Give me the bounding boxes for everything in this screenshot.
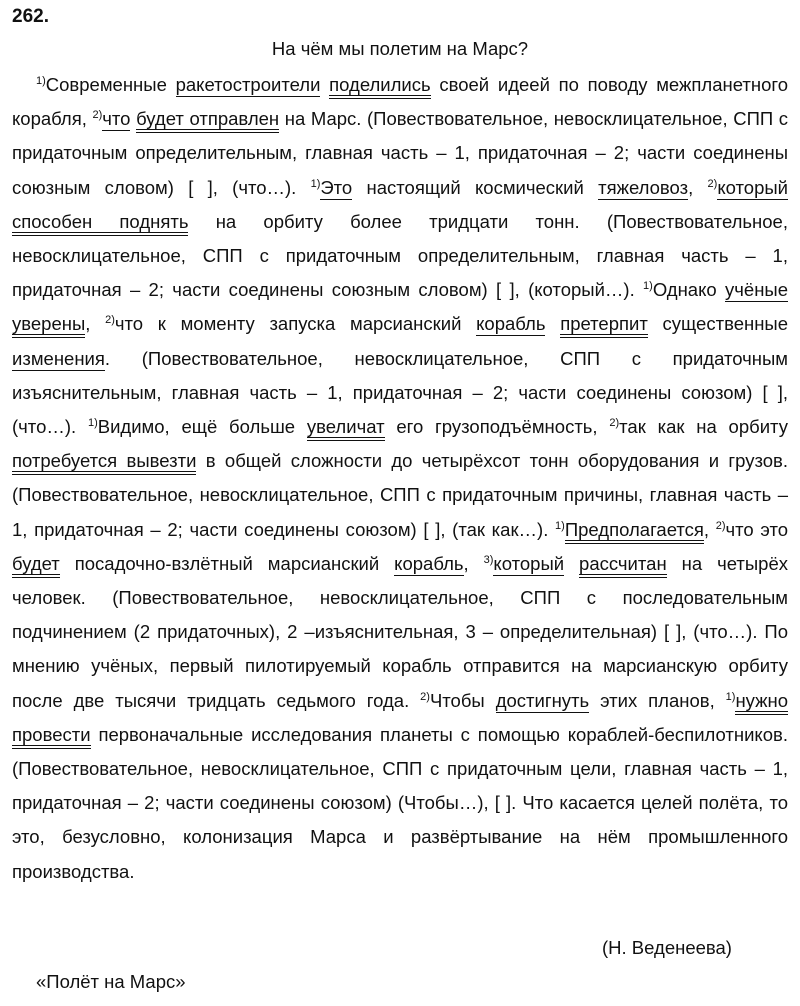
- text-run: на Марс. (Повествовательное, невосклицательное, СПП с придаточным определительным, главная часть – 1, придаточная – 2; части соединены союзным словом) [ ], (что…).: [12, 108, 789, 198]
- text-run: . (Повествовательное, невосклицательное, СПП с придаточным изъяснительным, главная часть – 1, придаточная – 2; части соединены союзом) [ ], (что…).: [12, 347, 788, 438]
- text-run: Видимо, ещё больше: [97, 416, 307, 438]
- clause-number: 2): [715, 519, 726, 532]
- text-run: первоначальные исследования планеты с помощью кораблей-беспилотников. (Повествовательное, невосклицательное, СПП с придаточным цели, главная часть – 1, придаточная – 2; части соединены союзом) (Чтобы…), [ ]. Что касается целей полёта, то это, безусловно, колонизация Марса и развёртывание на нём промышленного производства.: [12, 723, 788, 882]
- ending-caption: «Полёт на Марс»: [36, 971, 186, 992]
- text-run: этих планов,: [589, 689, 726, 711]
- clause-number: 1): [643, 280, 653, 293]
- text-run: на орбиту более тридцати тонн. (Повествовательное, невосклицательное, СПП с придаточным определительным, главная часть – 1, придаточная – 2; части соединены союзным словом) [ ], (который…).: [12, 210, 788, 301]
- text-run: что это: [725, 518, 788, 540]
- subject-underlined: изменения: [12, 347, 105, 369]
- clause-number: 2): [609, 417, 620, 430]
- clause-number: 1): [555, 519, 565, 532]
- clause-number: 1): [725, 690, 736, 703]
- clause-number: 2): [420, 690, 430, 703]
- author: (Н. Веденеева): [602, 937, 732, 958]
- clause-number: 3): [483, 553, 494, 566]
- text-run: Современные: [45, 74, 176, 95]
- exercise-number: 262.: [12, 6, 49, 27]
- predicate-underlined: увеличат: [307, 416, 385, 441]
- subject-underlined: корабль: [476, 313, 546, 335]
- text-run: [545, 313, 560, 334]
- text-run: в общей сложности до четырёхсот тонн оборудования и грузов. (Повествовательное, невосклицательное, СПП с придаточным причины, главная часть – 1, придаточная – 2; части соединены союзом) [ ], (так как…).: [12, 450, 788, 540]
- clause-number: 2): [105, 314, 115, 327]
- predicate-underlined: уверены: [12, 313, 85, 338]
- text-run: на четырёх человек. (Повествовательное, невосклицательное, СПП с последовательным подчинением (2 придаточных), 2 –изъяснительная, 3 – определительная) [ ], (что…). По мнению учёных, первый пилотируемый корабль отправится на марсианскую орбиту после две тысячи тридцать седьмого года.: [12, 552, 788, 711]
- subject-underlined: который: [493, 552, 565, 574]
- text-run: своей идеей по поводу межпланетного корабля,: [12, 74, 788, 130]
- subject-underlined: Это: [320, 176, 353, 198]
- text-title: На чём мы полетим на Марс?: [271, 38, 529, 59]
- predicate-underlined: Предполагается: [565, 519, 704, 544]
- subject-underlined: ракетостроители: [175, 74, 321, 95]
- subject-underlined: корабль: [394, 552, 464, 574]
- predicate-underlined: потребуется вывезти: [12, 450, 196, 475]
- predicate-underlined: нужно провести: [12, 690, 788, 749]
- subject-underlined: который: [717, 176, 788, 198]
- text-run: ,: [463, 552, 484, 574]
- text-run: ,: [688, 176, 708, 198]
- text-run: существенные: [647, 313, 788, 335]
- subject-underlined: тяжеловоз: [598, 176, 689, 198]
- text-run: так как на орбиту: [619, 416, 788, 438]
- predicate-underlined: претерпит: [560, 313, 648, 338]
- text-run: Чтобы: [429, 689, 496, 711]
- clause-number: 2): [707, 177, 718, 190]
- text-run: [564, 553, 579, 574]
- text-run: [320, 74, 329, 95]
- clause-number: 1): [310, 177, 321, 190]
- subject-underlined: достигнуть: [495, 689, 590, 711]
- text-run: посадочно-взлётный марсианский: [59, 552, 395, 574]
- text-run: ,: [85, 313, 106, 335]
- predicate-underlined: рассчитан: [579, 553, 667, 578]
- text-run: Однако: [652, 279, 726, 301]
- clause-number: 2): [92, 109, 103, 122]
- predicate-underlined: способен поднять: [12, 211, 188, 236]
- text-run: ,: [703, 518, 716, 540]
- body-text: [12, 68, 788, 889]
- clause-number: 1): [87, 417, 98, 430]
- predicate-underlined: будет: [12, 553, 60, 578]
- predicate-underlined: поделились: [329, 74, 431, 99]
- clause-number: 1): [36, 75, 46, 87]
- subject-underlined: учёные: [725, 279, 788, 301]
- text-run: его грузоподъёмность,: [384, 416, 610, 438]
- text-run: настоящий космический: [352, 176, 599, 198]
- text-run: что к моменту запуска марсианский: [114, 313, 477, 335]
- predicate-underlined: будет отправлен: [136, 108, 279, 133]
- subject-underlined: что: [102, 108, 131, 130]
